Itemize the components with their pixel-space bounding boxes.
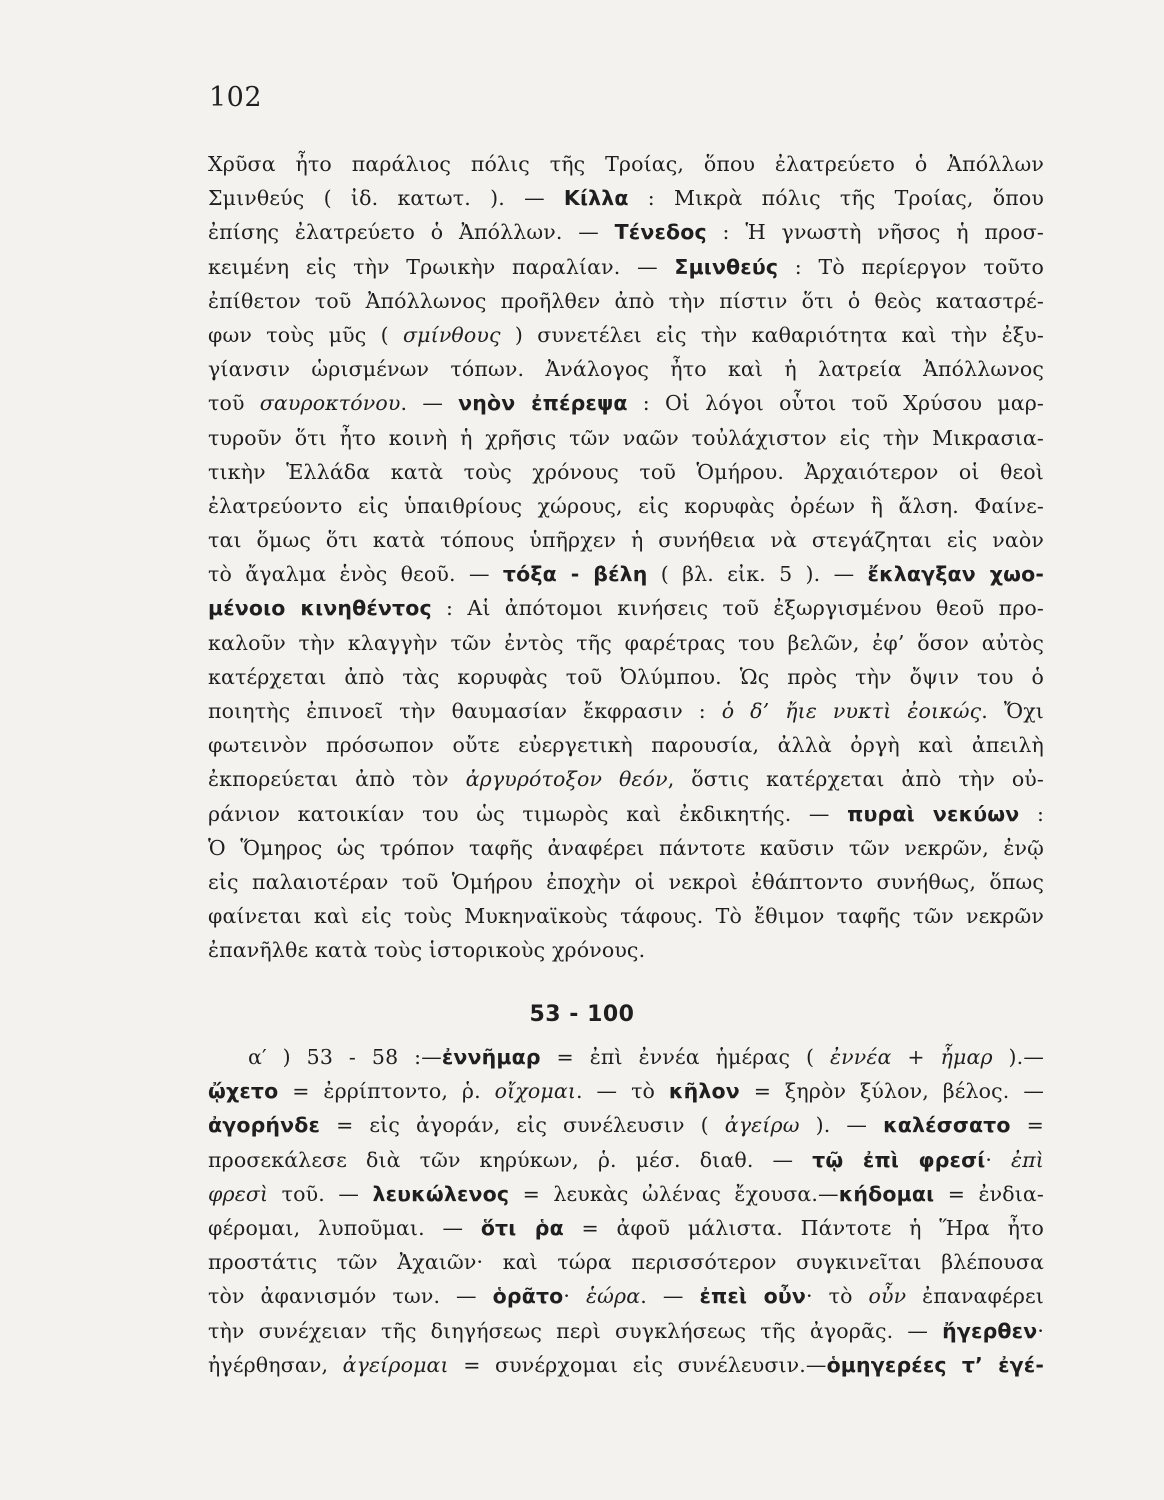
page-number: 102 bbox=[209, 82, 263, 113]
text-run: τοῦ bbox=[208, 391, 260, 416]
text-run: ται ὅμως ὅτι κατὰ τόπους ὑπῆρχεν ἡ συνήθεια νὰ στεγάζηται εἰς ναὸν bbox=[208, 528, 1044, 553]
text-line bbox=[208, 250, 1044, 284]
text-run: , ὅστις κατέρχεται ἀπὸ τὴν οὐ- bbox=[667, 767, 1044, 792]
text-run: ἐπίσης ἐλατρεύετο ὁ Ἀπόλλων. — bbox=[208, 220, 615, 245]
text-line bbox=[208, 1314, 1044, 1348]
lemma-term: ὅτι ῥα bbox=[480, 1215, 564, 1240]
text-line bbox=[208, 1211, 1044, 1245]
italic-phrase: ἐπὶ bbox=[1011, 1147, 1044, 1172]
lemma-term: ᾤχετο bbox=[208, 1079, 279, 1104]
text-line bbox=[208, 284, 1044, 318]
lemma-term: Κίλλα bbox=[563, 186, 629, 211]
text-run: · bbox=[985, 1147, 1012, 1172]
text-run: ράνιον κατοικίαν του ὡς τιμωρὸς καὶ ἐκδικητής. — bbox=[208, 801, 848, 826]
text-run: α′ ) 53 - 58 :— bbox=[248, 1045, 442, 1069]
lemma-term: ἐπεὶ οὖν bbox=[699, 1284, 806, 1309]
text-run: : Μικρὰ πόλις τῆς Τροίας, ὅπου bbox=[628, 186, 1044, 211]
text-run: προστάτις τῶν Ἀχαιῶν· καὶ τώρα περισσότερον συγκινεῖται βλέπουσα bbox=[208, 1250, 1044, 1275]
text-run: κειμένη εἰς τὴν Τρωικὴν παραλίαν. — bbox=[208, 254, 675, 279]
lemma-term: Σμινθεύς bbox=[674, 254, 779, 279]
text-run: ποιητὴς ἐπινοεῖ τὴν θαυμασίαν ἔκφρασιν : bbox=[208, 699, 722, 723]
text-run: τὴν συνέχειαν τῆς διηγήσεως περὶ συγκλήσεως τῆς ἀγορᾶς. — bbox=[208, 1318, 943, 1343]
text-run: = συνέρχομαι εἰς συνέλευσιν.— bbox=[448, 1352, 827, 1377]
text-run: : Αἱ ἀπότομοι κινήσεις τοῦ ἐξωργισμένου θεοῦ προ- bbox=[431, 596, 1044, 621]
text-run: = ξηρὸν ξύλον, βέλος. — bbox=[739, 1079, 1044, 1104]
text-run: = εἰς ἀγοράν, εἰς συνέλευσιν ( bbox=[320, 1113, 725, 1138]
text-run: : Οἱ λόγοι οὗτοι τοῦ Χρύσου μαρ- bbox=[627, 391, 1044, 416]
italic-phrase: σμίνθους bbox=[403, 322, 501, 347]
text-line bbox=[208, 899, 1044, 933]
text-line bbox=[208, 1074, 1044, 1108]
text-run: . Ὄχι bbox=[981, 699, 1044, 723]
text-line bbox=[208, 660, 1044, 694]
lemma-term: τῷ ἐπὶ φρεσί bbox=[812, 1147, 986, 1172]
lemma-term: μένοιο κινηθέντος bbox=[208, 596, 432, 621]
text-line bbox=[208, 797, 1044, 831]
text-line bbox=[208, 1177, 1044, 1211]
italic-phrase: ἀγείρομαι bbox=[342, 1352, 449, 1377]
italic-phrase: ὁ δ’ ἤιε νυκτὶ ἐοικώς bbox=[721, 699, 982, 723]
text-line bbox=[208, 1348, 1044, 1382]
lemma-term: πυραὶ νεκύων bbox=[847, 801, 1020, 826]
text-run: τὸ ἄγαλμα ἑνὸς θεοῦ. — bbox=[208, 562, 503, 587]
text-run: τικὴν Ἑλλάδα κατὰ τοὺς χρόνους τοῦ Ὁμήρου. Ἀρχαιότερον οἱ θεοὶ bbox=[208, 459, 1044, 484]
text-run: = ἀφοῦ μάλιστα. Πάντοτε ἡ Ἥρα ἦτο bbox=[563, 1215, 1044, 1240]
text-run: ).— bbox=[992, 1045, 1044, 1069]
lemma-term: λευκώλενος bbox=[372, 1181, 510, 1206]
text-run: Χρῦσα ἦτο παράλιος πόλις τῆς Τροίας, ὅπου ἐλατρεύετο ὁ Ἀπόλλων bbox=[208, 152, 1044, 176]
lemma-term: ἔκλαγξαν χωο- bbox=[867, 562, 1044, 587]
text-run: ἐπαναφέρει bbox=[906, 1284, 1044, 1309]
text-line bbox=[208, 1245, 1044, 1279]
commentary-paragraph bbox=[208, 147, 1044, 968]
italic-phrase: οἴχομαι bbox=[494, 1079, 577, 1104]
text-run: ἐκπορεύεται ἀπὸ τὸν bbox=[208, 767, 466, 792]
lemma-term: τόξα - βέλη bbox=[502, 562, 648, 587]
italic-phrase: οὖν bbox=[868, 1284, 907, 1309]
text-run: : bbox=[1019, 801, 1044, 826]
text-run: κατέρχεται ἀπὸ τὰς κορυφὰς τοῦ Ὀλύμπου. Ὡς πρὸς τὴν ὄψιν του ὁ bbox=[208, 664, 1044, 689]
text-run: = λευκὰς ὠλένας ἔχουσα.— bbox=[509, 1181, 839, 1206]
text-line bbox=[208, 1143, 1044, 1177]
text-line bbox=[208, 1279, 1044, 1313]
text-run: ἐλατρεύοντο εἰς ὑπαιθρίους χώρους, εἰς κορυφὰς ὀρέων ἢ ἄλση. Φαίνε- bbox=[208, 493, 1044, 518]
italic-phrase: ἑώρα bbox=[586, 1284, 641, 1309]
text-run: Σμινθεύς ( ἰδ. κατωτ. ). — bbox=[208, 186, 564, 211]
text-line bbox=[208, 318, 1044, 352]
text-run: προσεκάλεσε διὰ τῶν κηρύκων, ῥ. μέσ. διαθ. — bbox=[208, 1147, 813, 1172]
text-line bbox=[208, 694, 1044, 728]
text-run: · τὸ bbox=[805, 1284, 869, 1309]
lemma-term: ὁρᾶτο bbox=[492, 1284, 564, 1309]
text-run: ἐπίθετον τοῦ Ἀπόλλωνος προῆλθεν ἀπὸ τὴν πίστιν ὅτι ὁ θεὸς καταστρέ- bbox=[208, 288, 1044, 313]
text-line bbox=[208, 147, 1044, 181]
lemma-term: νηὸν ἐπέρεψα bbox=[458, 391, 628, 416]
italic-phrase: ἀργυρότοξον θεόν bbox=[465, 767, 668, 792]
text-run: = ἐρρίπτοντο, ῥ. bbox=[278, 1079, 495, 1104]
lemma-term: Τένεδος bbox=[614, 220, 707, 245]
text-line bbox=[208, 591, 1044, 625]
text-line bbox=[208, 1040, 1044, 1074]
text-run: τὸν ἀφανισμόν των. — bbox=[208, 1284, 493, 1309]
lemma-term: κῆλον bbox=[668, 1079, 740, 1104]
lemma-term: ἀγορήνδε bbox=[208, 1113, 321, 1138]
text-run: ἐπανῆλθε κατὰ τοὺς ἱστορικοὺς χρόνους. bbox=[208, 938, 646, 963]
text-line bbox=[208, 865, 1044, 899]
text-run: : Τὸ περίεργον τοῦτο bbox=[778, 254, 1044, 279]
text-run: γίανσιν ὡρισμένων τόπων. Ἀνάλογος ἦτο καὶ ἡ λατρεία Ἀπόλλωνος bbox=[208, 357, 1044, 382]
text-line bbox=[208, 421, 1044, 455]
text-line bbox=[208, 181, 1044, 215]
text-line bbox=[208, 489, 1044, 523]
text-line bbox=[208, 1108, 1044, 1142]
italic-phrase: φρεσὶ bbox=[208, 1181, 269, 1206]
text-run: καλοῦν τὴν κλαγγὴν τῶν ἐντὸς τῆς φαρέτρας του βελῶν, ἐφ’ ὅσον αὐτὸς bbox=[208, 630, 1044, 655]
text-run: φων τοὺς μῦς ( bbox=[208, 322, 404, 347]
text-run: τοῦ. — bbox=[268, 1181, 373, 1206]
text-run: = bbox=[1010, 1113, 1044, 1138]
text-run: . — bbox=[640, 1284, 700, 1309]
text-run: φέρομαι, λυποῦμαι. — bbox=[208, 1215, 481, 1240]
lemma-term: κήδομαι bbox=[838, 1181, 935, 1206]
lemma-term: καλέσσατο bbox=[883, 1113, 1011, 1138]
text-run: εἰς παλαιοτέραν τοῦ Ὁμήρου ἐποχὴν οἱ νεκροὶ ἐθάπτοντο συνήθως, ὅπως bbox=[208, 869, 1044, 894]
text-line bbox=[208, 523, 1044, 557]
text-run: Ὁ Ὅμηρος ὡς τρόπον ταφῆς ἀναφέρει πάντοτε καῦσιν τῶν νεκρῶν, ἐνῷ bbox=[208, 835, 1044, 860]
text-run: ) συνετέλει εἰς τὴν καθαριότητα καὶ τὴν ἐξυ- bbox=[500, 322, 1044, 347]
text-line bbox=[208, 352, 1044, 386]
text-run: = ἐνδια- bbox=[934, 1181, 1044, 1206]
text-run: φωτεινὸν πρόσωπον οὔτε εὐεργετικὴ παρουσία, ἀλλὰ ὀργὴ καὶ ἀπειλὴ bbox=[208, 733, 1044, 758]
text-line bbox=[208, 455, 1044, 489]
text-run: τυροῦν ὅτι ἦτο κοινὴ ἡ χρῆσις τῶν ναῶν τοὐλάχιστον εἰς τὴν Μικρασια- bbox=[208, 425, 1044, 450]
italic-phrase: σαυροκτόνου bbox=[259, 391, 401, 416]
text-run: · bbox=[1037, 1318, 1044, 1343]
text-run: : Ἡ γνωστὴ νῆσος ἡ προσ- bbox=[706, 220, 1044, 245]
text-run: ). — bbox=[799, 1113, 884, 1138]
italic-phrase: ἀγείρω bbox=[724, 1113, 800, 1138]
text-line bbox=[208, 762, 1044, 796]
text-line bbox=[208, 215, 1044, 249]
section-heading: 53 - 100 bbox=[529, 1002, 635, 1027]
italic-phrase: ἐννέα + ἦμαρ bbox=[829, 1045, 993, 1069]
lemma-term: ἐννῆμαρ bbox=[441, 1045, 541, 1069]
text-line bbox=[208, 557, 1044, 591]
commentary-section-53-100 bbox=[208, 1040, 1044, 1382]
text-line bbox=[208, 728, 1044, 762]
text-line bbox=[208, 626, 1044, 660]
text-run: · bbox=[563, 1284, 587, 1309]
text-run: φαίνεται καὶ εἰς τοὺς Μυκηναϊκοὺς τάφους. Τὸ ἔθιμον ταφῆς τῶν νεκρῶν bbox=[208, 904, 1044, 929]
text-line bbox=[208, 933, 1044, 967]
text-run: ἠγέρθησαν, bbox=[208, 1352, 343, 1377]
text-run: ( βλ. εἰκ. 5 ). — bbox=[647, 562, 868, 587]
text-line bbox=[208, 386, 1044, 420]
text-run: . — bbox=[400, 391, 459, 416]
lemma-term: ἤγερθεν bbox=[942, 1318, 1038, 1343]
text-run: . — τὸ bbox=[576, 1079, 669, 1104]
lemma-term: ὁμηγερέες τ’ ἐγέ- bbox=[826, 1352, 1044, 1377]
text-line bbox=[208, 831, 1044, 865]
text-run: = ἐπὶ ἐννέα ἡμέρας ( bbox=[540, 1045, 830, 1069]
